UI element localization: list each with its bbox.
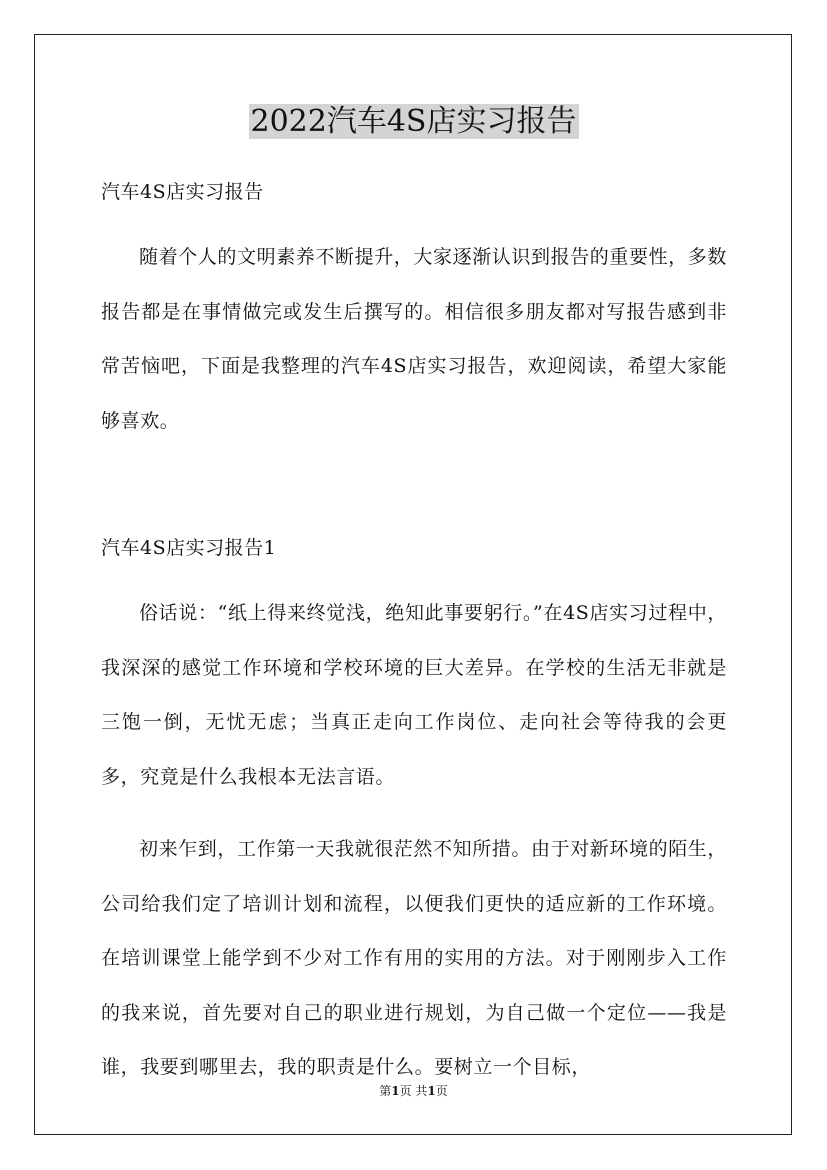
footer-suffix: 页 [435,1084,448,1098]
document-title-text: 2022汽车4S店实习报告 [250,104,577,139]
intro-heading: 汽车4S店实习报告 [101,181,264,203]
section-heading: 汽车4S店实习报告1 [101,537,277,559]
intro-paragraph: 随着个人的文明素养不断提升，大家逐渐认识到报告的重要性，多数报告都是在事情做完或发生后撰写的。相信很多朋友都对写报告感到非常苦恼吧，下面是我整理的汽车4S店实习报告，欢迎阅读，希望大家能够喜欢。 [101,246,728,432]
footer-prefix: 第 [379,1084,392,1098]
footer-middle: 页 共 [399,1084,428,1098]
document-title [0,100,827,144]
body-paragraph-1: 俗话说：“纸上得来终觉浅，绝知此事要躬行。”在4S店实习过程中，我深深的感觉工作环境和学校环境的巨大差异。在学校的生活无非就是三饱一倒，无忧无虑；当真正走向工作岗位、走向社会等待我的会更多，究竟是什么我根本无法言语。 [101,602,727,788]
page-footer [0,1083,827,1099]
section-spacer [101,466,727,530]
footer-page-number: 1 [391,1084,400,1098]
body-paragraph-2: 初来乍到，工作第一天我就很茫然不知所措。由于对新环境的陌生，公司给我们定了培训计划和流程，以便我们更快的适应新的工作环境。在培训课堂上能学到不少对工作有用的实用的方法。对于刚刚步入工作的我来说，首先要对自己的职业进行规划，为自己做一个定位——我是谁，我要到哪里去，我的职责是什么。要树立一个目标， [101,838,728,1078]
document-body [101,174,727,1113]
footer-total-pages: 1 [427,1084,436,1098]
